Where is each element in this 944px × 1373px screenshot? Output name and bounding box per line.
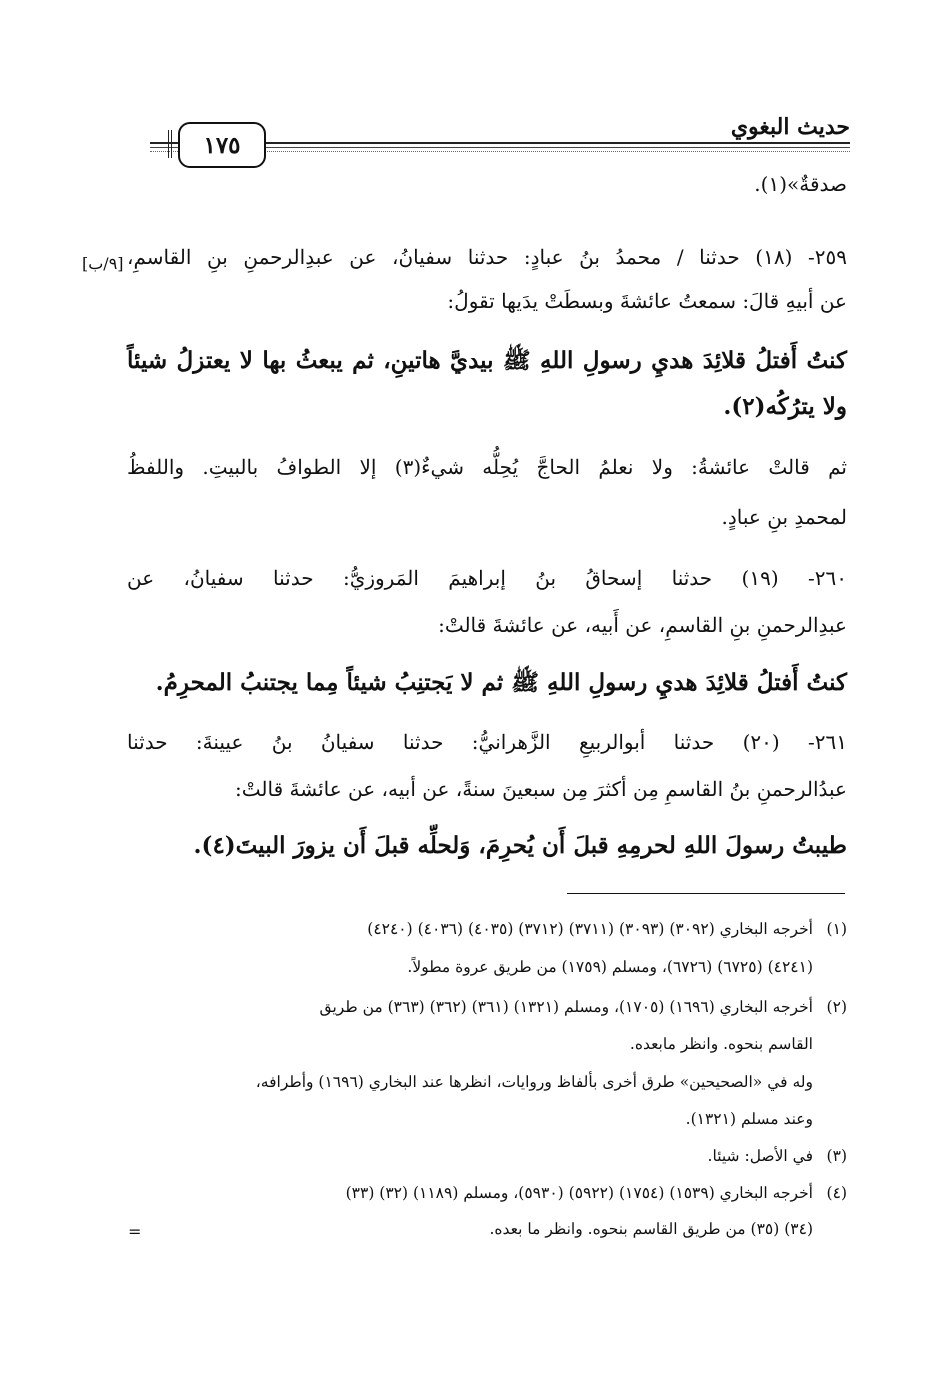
footnote-number: (٣) [826,1147,847,1165]
footnote-4 [147,1184,847,1202]
quote-line: كنتُ أَفتلُ قلائِدَ هديِ رسولِ اللهِ ﷺ ثم لا يَجتنِبُ شيئاً مِما يجتنبُ المحرِمُ. [155,669,847,696]
footnote-separator [567,893,845,894]
footnote-text: أخرجه البخاري (٣٠٩٢) (٣٠٩٣) (٣٧١١) (٣٧١٢) (٤٠٣٥) (٤٠٣٦) (٤٢٤٠) [367,920,813,938]
footnote-2 [147,998,847,1016]
text-line: ٢٥٩- (١٨) حدثنا / محمدُ بنُ عبادٍ: حدثنا سفيانُ، عن عبدِالرحمنِ بنِ القاسمِ، [127,245,847,269]
footnote-1-cont: (٤٢٤١) (٦٧٢٥) (٦٧٢٦)، ومسلم (١٧٥٩) من طريق عروة مطولاً. [407,958,813,976]
quote-line: طيبتُ رسولَ اللهِ لحرمِهِ قبلَ أَن يُحرِمَ، وَلحلِّه قبلَ أَن يزورَ البيتَ(٤). [193,832,847,859]
footnote-text: أخرجه البخاري (١٦٩٦) (١٧٠٥)، ومسلم (١٣٢١) (٣٦١) (٣٦٢) (٣٦٣) من طريق [319,998,813,1016]
running-title: حديث البغوي [725,114,850,140]
text-line: عن أبيهِ قالَ: سمعتُ عائشةَ وبسطَتْ يدَيها تقولُ: [447,289,847,313]
quote-line: ولا يترُكُه(٢). [723,393,847,420]
text-line: صدقةٌ»(١). [754,172,847,196]
footnote-number: (٢) [826,998,847,1016]
footnote-number: (١) [826,920,847,938]
text-line: ٢٦٠- (١٩) حدثنا إسحاقُ بنُ إبراهيمَ المَروزيُّ: حدثنا سفيانُ، عن [127,566,847,590]
footnote-number: (٤) [826,1184,847,1202]
footnote-3 [147,1147,847,1165]
text-line: ٢٦١- (٢٠) حدثنا أبوالربيعِ الزَّهرانيُّ: حدثنا سفيانُ بنُ عيينةَ: حدثنا [127,730,847,754]
manuscript-folio-ref: [٩/ب] [82,254,124,273]
quote-line: كنتُ أَفتلُ قلائِدَ هديِ رسولِ اللهِ ﷺ بيديَّ هاتينِ، ثم يبعثُ بها لا يعتزلُ شيئاً [127,347,847,374]
text-line: لمحمدِ بنِ عبادٍ. [721,505,847,529]
page-number: ١٧٥ [178,122,266,168]
footnote-1 [147,920,847,938]
text-line: عبدُالرحمنِ بنُ القاسمِ مِن أكثرَ مِن سبعينَ سنةً، عن أبيه، عن عائشةَ قالتْ: [235,777,847,801]
page-header [150,112,850,164]
footnote-2-cont: القاسم بنحوه. وانظر مابعده. [629,1035,813,1053]
continuation-mark: = [128,1222,142,1241]
footnote-text: في الأصل: شيئا. [707,1147,813,1165]
text-line: ثم قالتْ عائشةُ: ولا نعلمُ الحاجَّ يُحِلُّه شيءٌ(٣) إلا الطوافُ بالبيتِ. واللفظُ [127,455,847,479]
text-line: عبدِالرحمنِ بنِ القاسمِ، عن أَبيه، عن عائشةَ قالتْ: [438,613,847,637]
footnote-2-cont: وعند مسلم (١٣٢١). [685,1110,813,1128]
footnote-2-cont: وله في «الصحيحين» طرق أخرى بألفاظ وروايات، انظرها عند البخاري (١٦٩٦) وأطرافه، [255,1073,813,1091]
footnote-4-cont: (٣٤) (٣٥) من طريق القاسم بنحوه. وانظر ما بعده. [489,1220,813,1238]
footnote-text: أخرجه البخاري (١٥٣٩) (١٧٥٤) (٥٩٢٢) (٥٩٣٠)، ومسلم (١١٨٩) (٣٢) (٣٣) [345,1184,813,1202]
